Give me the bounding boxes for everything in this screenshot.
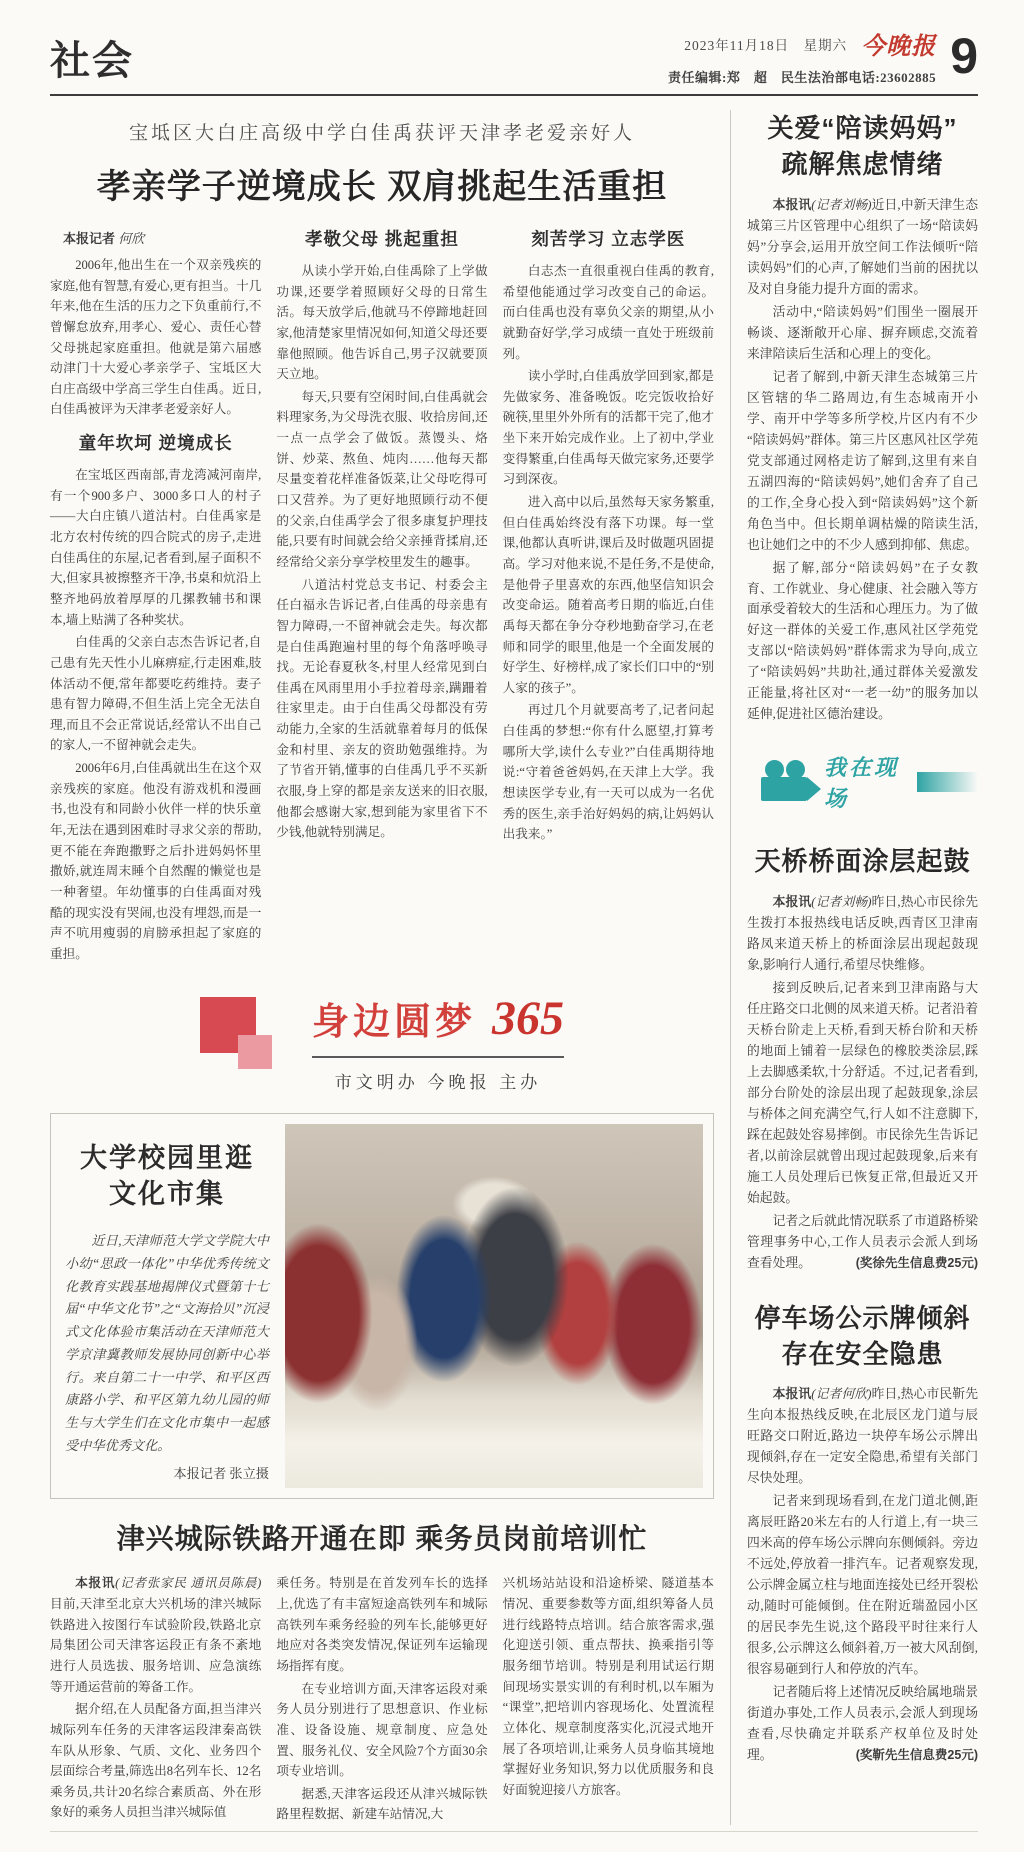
paragraph: 据介绍,在人员配备方面,担当津兴城际列车任务的天津客运段津秦高铁车队从形象、气质、文化、业务四个层面综合考量,筛选出8名列车长、12名乘务员,共计20名综合素质高、外在形象好的乘务人员担当津兴城际值	[50, 1702, 262, 1820]
video-camera-icon	[761, 760, 814, 804]
paragraph: 记者随后将上述情况反映给属地瑞景街道办事处,工作人员表示,会派人到现场查看,尽快确定并联系产权单位及时处理。 (奖靳先生信息费25元)	[747, 1682, 978, 1766]
side-article-moms	[747, 110, 978, 725]
paragraph: 本报讯(记者刘畅)近日,中新天津生态城第三片区管理中心组织了一场“陪读妈妈”分享会,运用开放空间工作法倾听“陪读妈妈”们的心声,了解她们当前的困扰以及对自身能力提升方面的需求。	[747, 196, 978, 296]
editor-line: 责任编辑:郑 超 民生法治部电话:23602885	[668, 70, 937, 85]
lead-headline: 孝亲学子逆境成长 双肩挑起生活重担	[96, 168, 668, 206]
reporter-name: 何欣	[118, 231, 145, 246]
subhead-study: 刻苦学习 立志学医	[531, 229, 686, 249]
side-title: 停车场公示牌倾斜 存在安全隐患	[754, 1302, 971, 1369]
masthead	[50, 26, 978, 96]
main-area	[50, 110, 730, 1825]
paragraph: 据了解,部分“陪读妈妈”在子女教育、工作就业、身心健康、社会融入等方面承受着较大的生活和心理压力。为了做好这一群体的关爱工作,惠风社区学苑党支部以“陪读妈妈”群体需求为导向,成立了“陪读妈妈”共助社,通过群体关爱激发正能量,将社区对“一老一幼”的服务加以延伸,促进社区德治建设。	[747, 560, 978, 722]
lead-column-3	[503, 226, 714, 965]
culture-title: 大学校园里逛 文化市集	[80, 1142, 254, 1209]
paragraph: 本报讯(记者何欣)昨日,热心市民靳先生向本报热线反映,在北辰区龙门道与辰旺路交口附近,路边一块停车场公示牌出现倾斜,存在一定安全隐患,希望有关部门尽快处理。	[747, 1386, 978, 1486]
badge-label: 我在现场	[823, 755, 899, 812]
rail-column-1	[50, 1573, 261, 1825]
reporter-name: (记者刘畅)	[811, 894, 872, 909]
rail-column-2	[276, 1573, 487, 1825]
paragraph: 记者了解到,中新天津生态城第三片区管辖的华二路周边,有生态城南开小学、南开中学等多所学校,片区内有不少“陪读妈妈”群体。第三片区惠风社区学苑党支部通过网格走访了解到,这里有来自五湖四海的“陪读妈妈”,她们舍弃了自己的工作,全身心投入到“陪读妈妈”这个新角色当中。但长期单调枯燥的陪读生活,也让她们之中的不少人感到抑郁、焦虑。	[747, 369, 978, 552]
paragraph: 本报讯(记者刘畅)昨日,热心市民徐先生拨打本报热线电话反映,西青区卫津南路凤来道天桥上的桥面涂层出现起鼓现象,影响行人通行,希望尽快维修。	[747, 893, 978, 972]
rail-headline: 津兴城际铁路开通在即 乘务员岗前培训忙	[116, 1523, 648, 1555]
culture-market-box	[50, 1113, 714, 1500]
banner-number: 365	[492, 991, 564, 1045]
paragraph: 白佳禹的父亲白志杰告诉记者,自己患有先天性小儿麻痹症,行走困难,肢体活动不便,常年都要吃药维持。妻子患有智力障碍,不但生活上完全无法自理,而且不会正常说话,经常认不出自己的家人,一不留神就会走失。	[50, 635, 262, 753]
subhead-filial: 孝敬父母 挑起重担	[305, 229, 459, 249]
paragraph: 记者来到现场看到,在龙门道北侧,距离辰旺路20米左右的人行道上,有一块三四米高的停车场公示牌向东侧倾斜。旁边不远处,停放着一排汽车。记者观察发现,公示牌金属立柱与地面连接处已经开裂松动,随时可能倾倒。住在附近瑞盈园小区的居民李先生说,这个路段平时往来行人很多,公示牌这么倾斜着,万一被大风刮倒,很容易砸到行人和停放的汽车。	[747, 1494, 978, 1677]
paragraph: 在宝坻区西南部,青龙湾减河南岸,有一个900多户、3000多口人的村子——大白庄镇八道沽村。白佳禹家是北方农村传统的四合院式的房子,走进白佳禹住的东屋,记者看到,屋子面积不大,但家具被擦整齐干净,书桌和炕沿上整齐地码放着厚厚的几摞教辅书和课本,墙上贴满了各种奖状。	[50, 468, 262, 627]
reporter-name: (记者张家民 通讯员陈晨)	[115, 1576, 262, 1591]
paragraph: 本报讯(记者张家民 通讯员陈晨)目前,天津至北京大兴机场的津兴城际铁路进入按图行车试验阶段,铁路北京局集团公司天津客运段正有条不紊地进行人员选拔、服务培训、应急演练等开通运营前的筹备工作。	[50, 1576, 262, 1694]
paragraph: 从读小学开始,白佳禹除了上学做功课,还要学着照顾好父母的日常生活。每天放学后,他就马不停蹄地赶回家,他清楚家里情况如何,知道父母还要靠他照顾。他告诉自己,男子汉就要顶天立地。	[276, 264, 488, 382]
side-title: 天桥桥面涂层起鼓	[754, 846, 971, 877]
banner-organizer: 市文明办 今晚报 主办	[334, 1072, 542, 1092]
paragraph: 进入高中以后,虽然每天家务繁重,但白佳禹始终没有落下功课。每一堂课,他都认真听讲,课后及时做题巩固提高。学习对他来说,不是任务,不是使命,是他骨子里喜欢的东西,他坚信知识会改变命运。随着高考日期的临近,白佳禹每天都在争分夺秒地勤奋学习,在老师和同学的眼里,他是一个全面发展的好学生、好榜样,成了家长们口中的“别人家的孩子”。	[502, 495, 714, 695]
paragraph: 再过几个月就要高考了,记者问起白佳禹的梦想:“你有什么愿望,打算考哪所大学,读什么专业?”白佳禹期待地说:“守着爸爸妈妈,在天津上大学。我想读医学专业,有一天可以成为一名优秀的医生,亲手治好妈妈的病,让妈妈认出我来。”	[502, 703, 714, 842]
lead-article	[50, 118, 714, 965]
banner-title: 身边圆梦	[312, 1001, 476, 1043]
paragraph: 白志杰一直很重视白佳禹的教育,希望他能通过学习改变自己的命运。而白佳禹也没有辜负父亲的期望,从小就勤奋好学,学习成绩一直处于班级前列。	[502, 264, 714, 361]
paragraph: 2006年,他出生在一个双亲残疾的家庭,他有智慧,有爱心,更有担当。十几年来,他在生活的压力之下负重前行,不曾懈怠放弃,用孝心、爱心、责任心替父母挑起家庭重担。他就是第六届感动津门十大爱心孝亲学子、宝坻区大白庄高级中学高三学生白佳禹。近日,白佳禹被评为天津孝老爱亲好人。	[50, 258, 262, 417]
side-article-parking-sign	[747, 1300, 978, 1767]
paragraph: 活动中,“陪读妈妈”们围坐一圈展开畅谈、逐渐敞开心扉、摒弃顾虑,交流着来津陪读后生活和心理上的变化。	[747, 304, 978, 361]
lead-column-1	[50, 226, 261, 965]
lead-byline: 本报记者 何欣	[63, 231, 145, 246]
page-bottom-rule	[50, 1831, 978, 1832]
lead-kicker: 宝坻区大白庄高级中学白佳禹获评天津孝老爱亲好人	[128, 123, 635, 144]
paragraph: 2006年6月,白佳禹就出生在这个双亲残疾的家庭。他没有游戏机和漫画书,也没有和同龄小伙伴一样的快乐童年,无法在遇到困难时寻求父亲的帮助,更不能在奔跑撒野之后扑进妈妈怀里撒娇,就连周末睡个自然醒的懒觉也是一种奢望。年幼懂事的白佳禹面对残酷的现实没有哭闹,也没有埋怨,而是一声不吭用瘦弱的肩膀承担起了家庭的重担。	[50, 761, 262, 961]
side-rail	[730, 110, 978, 1825]
reporter-name: (记者刘畅)	[811, 197, 872, 212]
section-title: 社会	[50, 39, 134, 83]
culture-caption: 近日,天津师范大学文学院大中小幼“思政一体化”中华优秀传统文化教育实践基地揭牌仪式暨第十七届“中华文化节”之“文海拾贝”沉浸式文化体验市集活动在天津师范大学京津冀教师发展协同创新中心举行。来自第二十一中学、和平区西康路小学、和平区第九幼儿园的师生与大学生们在文化市集中一起感受中华优秀文化。	[65, 1233, 269, 1453]
reporter-name: (记者何欣)	[811, 1387, 872, 1402]
photo-credit: 本报记者 张立摄	[173, 1466, 269, 1482]
reward-note: (奖靳先生信息费25元)	[855, 1748, 978, 1763]
paragraph: 每天,只要有空闲时间,白佳禹就会料理家务,为父母洗衣服、收拾房间,还一点一点学会了做饭。蒸馒头、烙饼、炒菜、熬鱼、炖肉……他每天都尽量变着花样准备饭菜,让父母吃得可口又营养。为了更好地照顾行动不便的父亲,白佳禹学会了很多康复护理技能,只要有时间就会给父亲捶背揉肩,还经常给父亲分享学校里发生的趣事。	[276, 389, 488, 569]
paragraph: 记者之后就此情况联系了市道路桥梁管理事务中心,工作人员表示会派人到场查看处理。 (奖徐先生信息费25元)	[747, 1211, 978, 1274]
on-the-scene-badge	[747, 751, 978, 813]
badge-gradient-bar	[917, 772, 978, 792]
culture-market-photo	[285, 1124, 703, 1489]
paper-logo: 今晚报	[861, 34, 937, 60]
paragraph: 八道沽村党总支书记、村委会主任白福永告诉记者,白佳禹的母亲患有智力障碍,一不留神就会走失。每次都是白佳禹跑遍村里的每个角落呼唤寻找。无论春夏秋冬,村里人经常见到白佳禹在风雨里用小手拉着母亲,蹒跚着往家里走。由于白佳禹父母都没有劳动能力,全家的生活就靠着每月的低保金和村里、亲友的资助勉强维持。为了节省开销,懂事的白佳禹几乎不买新衣服,身上穿的都是亲友送来的旧衣服,他都会感谢大家,想到能为家里省下不少钱,他就特别满足。	[276, 577, 488, 840]
paragraph: 读小学时,白佳禹放学回到家,都是先做家务、准备晚饭。吃完饭收拾好碗筷,里里外外所有的活都干完了,他才坐下来开始完成作业。上了初中,学业变得繁重,白佳禹每天做完家务,还要学习到深夜。	[502, 369, 714, 487]
page-number: 9	[950, 28, 978, 84]
side-article-bridge	[747, 843, 978, 1273]
side-title: 关爱“陪读妈妈” 疏解焦虑情绪	[767, 113, 958, 180]
paragraph: 据悉,天津客运段还从津兴城际铁路里程数据、新建车站情况,大	[276, 1786, 488, 1822]
dream-365-banner	[50, 991, 714, 1093]
reward-note: (奖徐先生信息费25元)	[855, 1255, 978, 1270]
paragraph: 在专业培训方面,天津客运段对乘务人员分别进行了思想意识、作业标准、设备设施、规章制度、应急处置、服务礼仪、安全风险7个方面30余项专业培训。	[276, 1681, 488, 1779]
date-row	[668, 26, 936, 61]
issue-date: 2023年11月18日 星期六	[684, 37, 848, 53]
subhead-childhood: 童年坎坷 逆境成长	[78, 433, 233, 454]
rail-article	[50, 1517, 714, 1825]
red-squares-icon	[200, 997, 286, 1083]
lead-column-2	[276, 226, 487, 965]
paragraph: 兴机场站站设和沿途桥梁、隧道基本情况、重要参数等方面,组织筹备人员进行线路特点培训。结合旅客需求,强化迎送引领、重点帮扶、换乘指引等服务细节培训。特别是利用试运行期间现场实景实训的有利时机,以车厢为“课堂”,把培训内容现场化、处置流程立体化、规章制度落实化,沉浸式地开展了各项培训,让乘务人员身临其境地掌握好业务知识,努力以优质服务和良好面貌迎接八方旅客。	[502, 1576, 714, 1797]
rail-column-3	[503, 1573, 714, 1825]
paragraph: 乘任务。特别是在首发列车长的选择上,优选了有丰富短途高铁列车和城际高铁列车乘务经验的列车长,能够更好地应对各类突发情况,保证列车运输现场指挥有度。	[276, 1576, 488, 1673]
paragraph: 接到反映后,记者来到卫津南路与大任庄路交口北侧的凤来道天桥。记者沿着天桥台阶走上天桥,看到天桥台阶和天桥的地面上铺着一层绿色的橡胶类涂层,踩上去脚感柔软,十分舒适。不过,记者看到,部分台阶处的涂层出现了起鼓现象,涂层与桥体之间充满空气,行人如不注意脚下,踩在起鼓处容易摔倒。市民徐先生告诉记者,以前涂层就曾出现过起鼓现象,后来有施工人员处理后已恢复正常,但最近又开始起鼓。	[747, 980, 978, 1205]
